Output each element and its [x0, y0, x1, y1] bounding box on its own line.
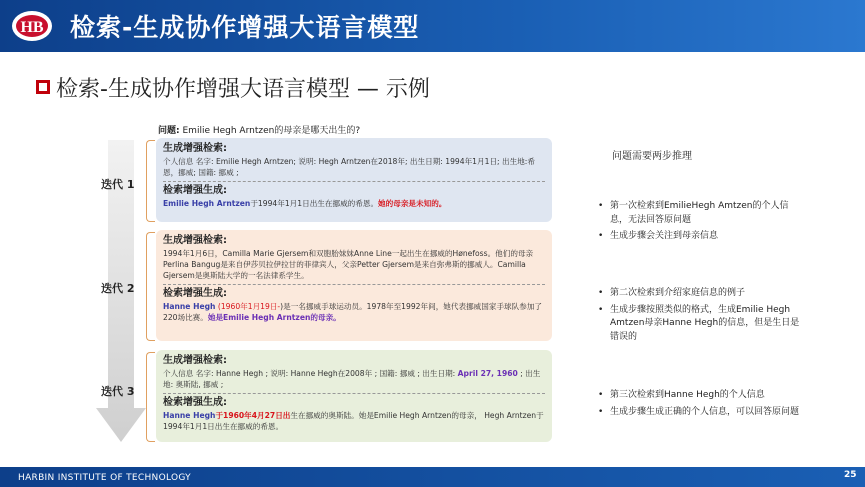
generation-heading: 检索增强生成:: [163, 288, 227, 299]
iteration-label: 迭代 3: [101, 385, 135, 398]
svg-text:HB: HB: [20, 19, 44, 36]
generation-heading: 检索增强生成:: [163, 185, 227, 196]
bullet-item: • 生成步骤按照类似的格式，生成Emilie Hegh Amtzen母亲Hanne Hegh的信息，但是生日是错误的: [596, 304, 806, 345]
generation-body: )是一名挪威手球运动员。1978年至1992年间，她代表挪威国家手球队参加了220场比赛。: [163, 302, 543, 322]
iteration-bracket: [146, 232, 155, 341]
retrieval-heading: 生成增强检索:: [163, 355, 227, 366]
retrieval-body: 个人信息 名字: Hanne Hegh ; 说明: Hanne Hegh在2008年 ; 国籍: 挪威 ; 出生日期:: [163, 369, 458, 378]
question-text: Emilie Hegh Arntzen的母亲是哪天出生的?: [182, 126, 361, 136]
bullet-group-1: [596, 200, 806, 247]
bullet-group-2: [596, 287, 806, 347]
generation-body: 于1994年1月1日出生在挪威的希恩。: [250, 199, 379, 208]
generation-text: [163, 301, 545, 323]
iteration-label: 迭代 1: [101, 178, 135, 191]
person-name: Hanne Hegh: [163, 411, 216, 420]
iteration-1-box: [156, 138, 552, 222]
divider: [163, 284, 545, 285]
footer-institution: HARBIN INSTITUTE OF TECHNOLOGY: [18, 473, 191, 483]
iteration-label: 迭代 2: [101, 282, 135, 295]
person-name: Hanne Hegh: [163, 302, 216, 311]
bullet-item: • 生成步骤生成正确的个人信息，可以回答原问题: [596, 406, 806, 420]
retrieval-heading: 生成增强检索:: [163, 143, 227, 154]
generated-birthdate: 于1960年4月27日出: [215, 411, 291, 420]
subtitle: 检索-生成协作增强大语言模型 — 示例: [56, 76, 430, 102]
bullet-group-3: [596, 389, 806, 422]
retrieval-tail: ; 出生地: 奥斯陆, 挪威 ;: [163, 369, 541, 389]
question: [158, 123, 360, 136]
iteration-bracket: [146, 140, 155, 222]
hit-logo-icon: [10, 9, 54, 43]
generation-text: [163, 410, 545, 432]
page-title: 检索-生成协作增强大语言模型: [70, 13, 420, 42]
reasoning-heading: 问题需要两步推理: [612, 151, 692, 162]
divider: [163, 181, 545, 182]
person-name: Emilie Hegh Arntzen: [163, 199, 251, 208]
page-number: 25: [844, 470, 857, 480]
generation-body: 生在挪威的奥斯陆。她是Emilie Hegh Arntzen的母亲， Hegh Arntzen于1994年1月1日出生在挪威的希恩。: [163, 411, 544, 431]
bullet-item: • 第一次检索到EmilieHegh Amtzen的个人信息，无法回答原问题: [596, 200, 806, 227]
iteration-bracket: [146, 352, 155, 442]
retrieval-text: [163, 368, 545, 390]
iteration-2-box: [156, 230, 552, 341]
retrieval-text: 个人信息 名字: Emilie Hegh Arntzen; 说明: Hegh Arntzen在2018年; 出生日期: 1994年1月1日; 出生地:希恩，挪威; 国籍: 挪威 ;: [163, 157, 535, 177]
bullet-square-icon: [36, 80, 50, 94]
subtitle-row: [36, 72, 430, 102]
iteration-3-box: [156, 350, 552, 442]
wrong-birthdate: (1960年1月19日-: [217, 302, 281, 311]
bullet-item: • 生成步骤会关注到母亲信息: [596, 230, 806, 244]
generation-text: [163, 198, 545, 209]
generation-flag: 她的母亲是未知的。: [378, 199, 447, 208]
divider: [163, 393, 545, 394]
generation-flag: 她是Emilie Hegh Arntzen的母亲。: [207, 313, 341, 322]
retrieval-text: 1994年1月6日，Camilla Marie Gjersem和双胞胎妹妹Anne Line一起出生在挪威的Hønefoss。他们的母亲Perlina Bangug是来自伊莎贝拉伊拉甘的菲律宾人，父亲Petter Gjersem是来自弥弗斯的挪威人。Camilla Gjersem是奥斯陆大学的一名法律系学生。: [163, 249, 534, 280]
bullet-item: • 第三次检索到Hanne Hegh的个人信息: [596, 389, 806, 403]
question-label: 问题:: [158, 126, 180, 136]
generation-heading: 检索增强生成:: [163, 397, 227, 408]
bullet-item: • 第二次检索到介绍家庭信息的例子: [596, 287, 806, 301]
correct-birthdate: April 27, 1960: [457, 369, 518, 378]
retrieval-heading: 生成增强检索:: [163, 235, 227, 246]
